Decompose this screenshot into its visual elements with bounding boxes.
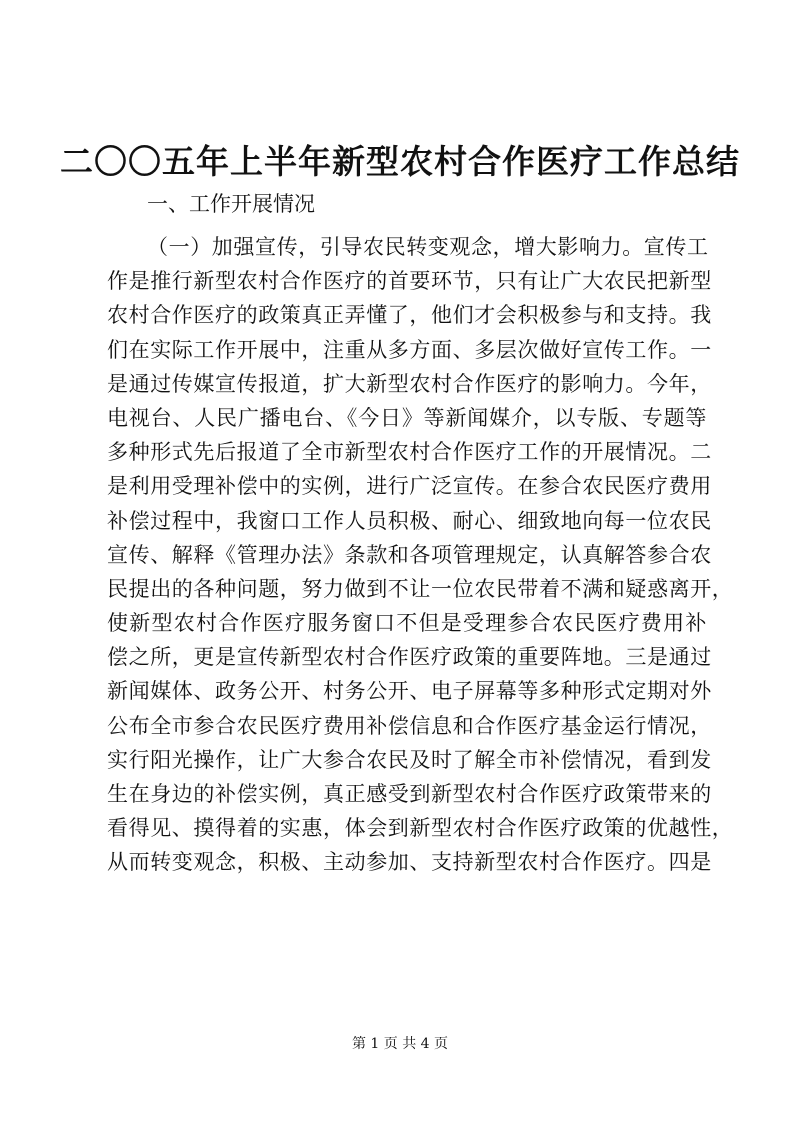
paragraph-line: 宣传、解释《管理办法》条款和各项管理规定，认真解答参合农	[107, 542, 712, 567]
paragraph-line: 是通过传媒宣传报道，扩大新型农村合作医疗的影响力。今年，	[107, 371, 712, 396]
section-heading: 一、工作开展情况	[147, 192, 315, 216]
paragraph-line: 补偿过程中，我窗口工作人员积极、耐心、细致地向每一位农民	[107, 508, 712, 533]
document-title: 二〇〇五年上半年新型农村合作医疗工作总结	[60, 142, 740, 181]
paragraph-line: 看得见、摸得着的实惠，体会到新型农村合作医疗政策的优越性，	[107, 816, 734, 841]
paragraph-line: （一）加强宣传，引导农民转变观念，增大影响力。宣传工	[147, 235, 709, 259]
paragraph-line: 电视台、人民广播电台、《今日》等新闻媒介，以专版、专题等	[107, 405, 707, 430]
paragraph-body	[107, 230, 734, 880]
paragraph-line: 作是推行新型农村合作医疗的首要环节，只有让广大农民把新型	[107, 269, 712, 294]
paragraph-line: 们在实际工作开展中，注重从多方面、多层次做好宣传工作。一	[107, 337, 712, 362]
paragraph-line: 新闻媒体、政务公开、村务公开、电子屏幕等多种形式定期对外	[107, 679, 712, 704]
paragraph-line: 实行阳光操作，让广大参合农民及时了解全市补偿情况，看到发	[107, 747, 712, 772]
paragraph-line: 民提出的各种问题，努力做到不让一位农民带着不满和疑惑离开，	[107, 576, 734, 601]
page-number-footer: 第 1 页 共 4 页	[351, 1036, 449, 1052]
paragraph-line: 是利用受理补偿中的实例，进行广泛宣传。在参合农民医疗费用	[107, 474, 712, 499]
paragraph-line: 偿之所，更是宣传新型农村合作医疗政策的重要阵地。三是通过	[107, 645, 712, 670]
paragraph-line: 生在身边的补偿实例，真正感受到新型农村合作医疗政策带来的	[107, 782, 712, 806]
paragraph-line: 农村合作医疗的政策真正弄懂了，他们才会积极参与和支持。我	[107, 303, 712, 328]
paragraph-line: 公布全市参合农民医疗费用补偿信息和合作医疗基金运行情况，	[107, 713, 712, 738]
paragraph-line: 从而转变观念，积极、主动参加、支持新型农村合作医疗。四是	[107, 850, 712, 875]
paragraph-line: 使新型农村合作医疗服务窗口不但是受理参合农民医疗费用补	[107, 611, 707, 636]
paragraph-line: 多种形式先后报道了全市新型农村合作医疗工作的开展情况。二	[107, 440, 712, 465]
